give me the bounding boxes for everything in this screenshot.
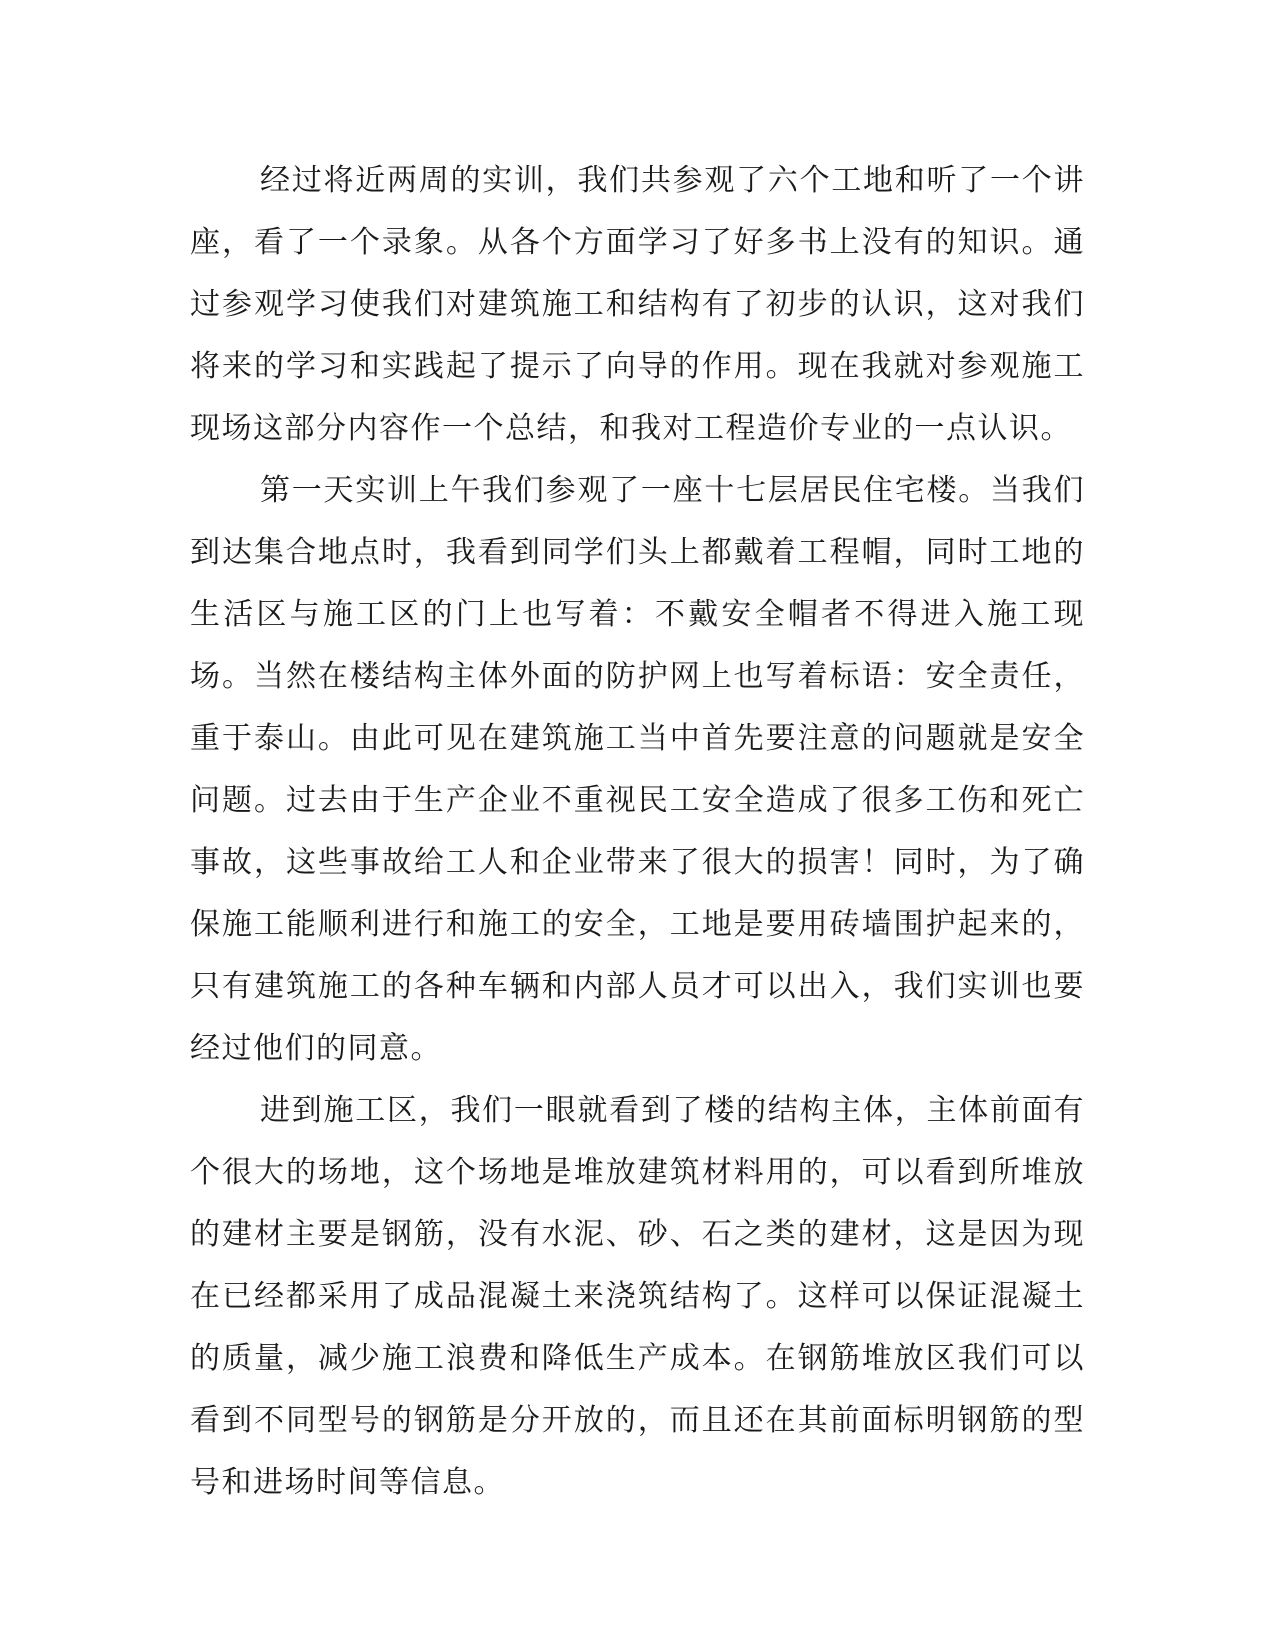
document-body (190, 150, 1085, 1514)
paragraph-2: 第一天实训上午我们参观了一座十七层居民住宅楼。当我们到达集合地点时，我看到同学们头上都戴着工程帽，同时工地的生活区与施工区的门上也写着：不戴安全帽者不得进入施工现场。当然在楼结构主体外面的防护网上也写着标语：安全责任，重于泰山。由此可见在建筑施工当中首先要注意的问题就是安全问题。过去由于生产企业不重视民工安全造成了很多工伤和死亡事故，这些事故给工人和企业带来了很大的损害！同时，为了确保施工能顺利进行和施工的安全，工地是要用砖墙围护起来的，只有建筑施工的各种车辆和内部人员才可以出入，我们实训也要经过他们的同意。 (190, 473, 1085, 1066)
paragraph-1: 经过将近两周的实训，我们共参观了六个工地和听了一个讲座，看了一个录象。从各个方面学习了好多书上没有的知识。通过参观学习使我们对建筑施工和结构有了初步的认识，这对我们将来的学习和实践起了提示了向导的作用。现在我就对参观施工现场这部分内容作一个总结，和我对工程造价专业的一点认识。 (190, 163, 1085, 446)
paragraph-3: 进到施工区，我们一眼就看到了楼的结构主体，主体前面有个很大的场地，这个场地是堆放建筑材料用的，可以看到所堆放的建材主要是钢筋，没有水泥、砂、石之类的建材，这是因为现在已经都采用了成品混凝土来浇筑结构了。这样可以保证混凝土的质量，减少施工浪费和降低生产成本。在钢筋堆放区我们可以看到不同型号的钢筋是分开放的，而且还在其前面标明钢筋的型号和进场时间等信息。 (190, 1093, 1085, 1500)
